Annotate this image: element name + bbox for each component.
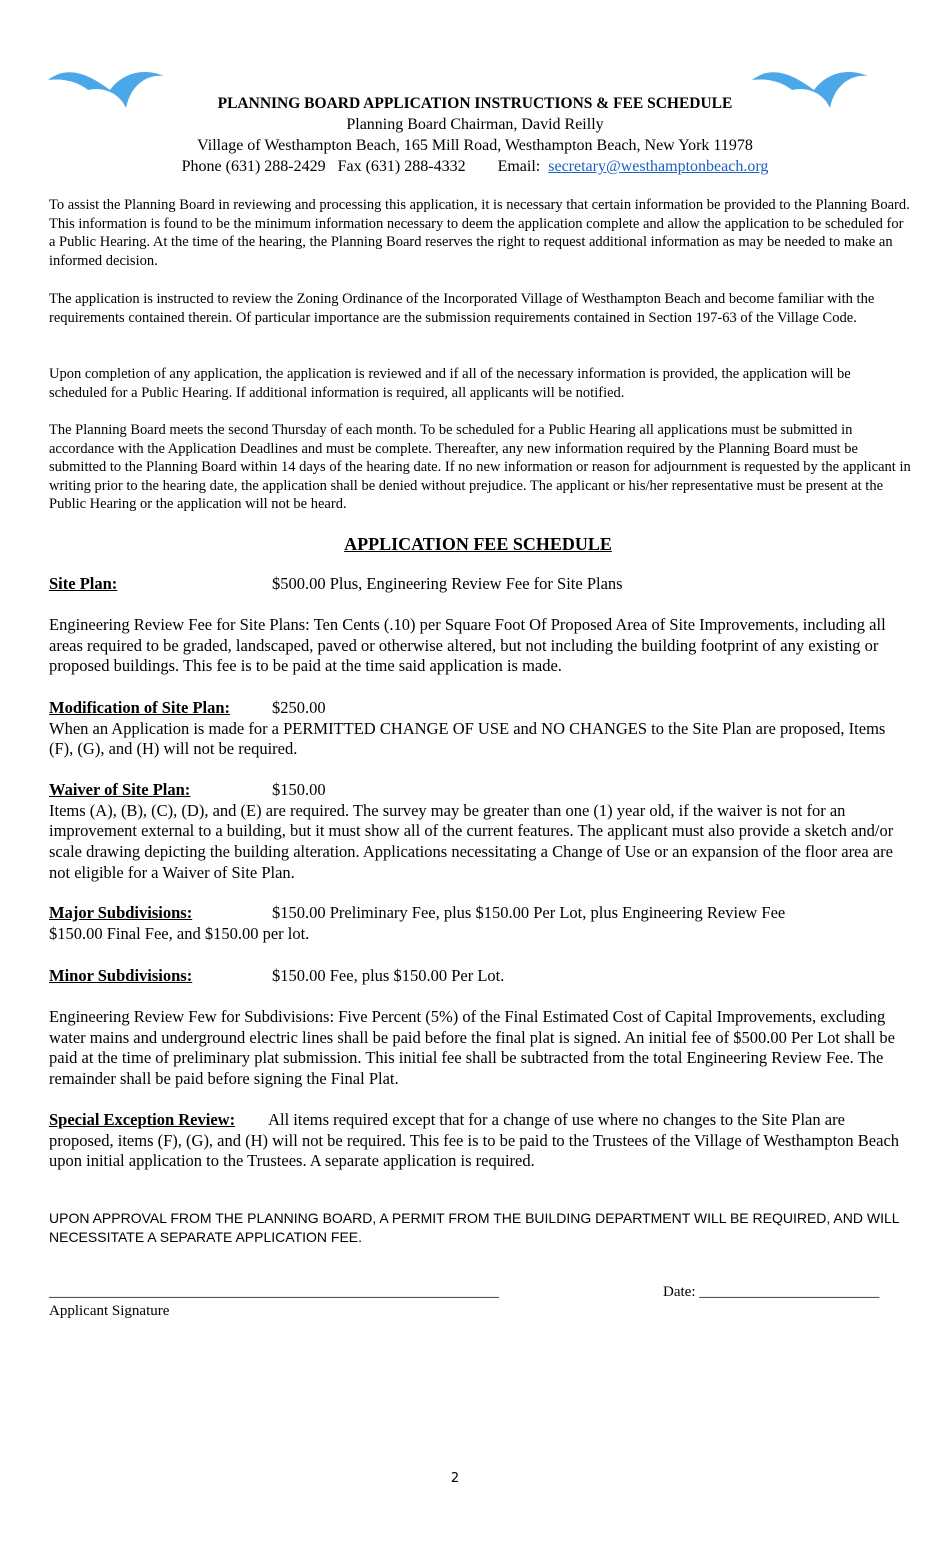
waiver-amount: $150.00 bbox=[272, 780, 326, 799]
modification-text: When an Application is made for a PERMITTED CHANGE OF USE and NO CHANGES to the Site Plan are proposed, Items (F), (G), and (H) will not be required. bbox=[49, 718, 886, 759]
signature-label: Applicant Signature bbox=[49, 1303, 170, 1319]
site-plan-fee bbox=[49, 574, 911, 595]
waiver-label: Waiver of Site Plan: bbox=[49, 780, 191, 799]
waiver-fee bbox=[49, 780, 911, 884]
minor-subdivision-fee bbox=[49, 966, 911, 987]
intro-paragraph-4: The Planning Board meets the second Thursday of each month. To be scheduled for a Public Hearing all applications must be submitted in accordance with the Application Deadlines and must be complete. Thereafter, any new information required by the Planning Board must be submitted to the Planning Board within 14 days of the hearing date. If no new information or reason for adjournment is requested by the applicant in writing prior to the hearing date, the application shall be denied without prejudice. The applicant or his/her representative must be present at the Public Hearing or the application will not be heard. bbox=[49, 422, 911, 513]
site-plan-amount: $500.00 Plus, Engineering Review Fee for Site Plans bbox=[272, 574, 623, 593]
approval-notice: UPON APPROVAL FROM THE PLANNING BOARD, A PERMIT FROM THE BUILDING DEPARTMENT WILL BE REQUIRED, AND WILL NECESSITATE A SEPARATE APPLICATION FEE. bbox=[49, 1210, 900, 1245]
modification-fee bbox=[49, 698, 911, 760]
minor-subdivision-label: Minor Subdivisions: bbox=[49, 966, 193, 985]
site-plan-engineering-fee: Engineering Review Fee for Site Plans: Ten Cents (.10) per Square Foot Of Proposed Area of Site Improvements, including all areas required to be graded, landscaped, paved or otherwise altered, but not including the building footprint of any existing or proposed buildings. This fee is to be paid at the time said application is made. bbox=[49, 615, 886, 676]
phone-number: Phone (631) 288-2429 bbox=[181, 158, 326, 175]
email-link[interactable]: secretary@westhamptonbeach.org bbox=[548, 158, 769, 175]
modification-label: Modification of Site Plan: bbox=[49, 698, 231, 717]
special-exception-label: Special Exception Review: bbox=[49, 1110, 236, 1129]
waiver-text: Items (A), (B), (C), (D), and (E) are required. The survey may be greater than one (1) year old, if the waiver is not for an improvement external to a building, but it must show all of the current features. The applicant must also provide a sketch and/or scale drawing depicting the building alteration. Applications necessitating a Change of Use or an expansion of the floor area are not eligible for a Waiver of Site Plan. bbox=[49, 800, 894, 882]
modification-amount: $250.00 bbox=[272, 698, 326, 717]
contact-line bbox=[0, 156, 950, 177]
intro-paragraph-2: The application is instructed to review the Zoning Ordinance of the Incorporated Village of Westhampton Beach and become familiar with the requirements contained therein. Of particular importance are the submission requirements contained in Section 197-63 of the Village Code. bbox=[49, 291, 875, 326]
email-label: Email: bbox=[497, 158, 541, 175]
page-number: 2 bbox=[450, 1471, 460, 1486]
special-exception-text: All items required except that for a change of use where no changes to the Site Plan are proposed, items (F), (G), and (H) will not be required. This fee is to be paid to the Trustees of the Village of Westhampton Beach upon initial application to the Trustees. A separate application is required. bbox=[49, 1110, 900, 1171]
major-subdivision-amount: $150.00 Preliminary Fee, plus $150.00 Per Lot, plus Engineering Review Fee bbox=[272, 903, 786, 922]
letterhead bbox=[0, 93, 950, 177]
intro-paragraph-3: Upon completion of any application, the application is reviewed and if all of the necessary information is provided, the application will be scheduled for a Public Hearing. If additional information is required, all applicants will be notified. bbox=[49, 366, 851, 401]
subdivision-engineering-fee: Engineering Review Few for Subdivisions: Five Percent (5%) of the Final Estimated Cost of Capital Improvements, excluding water mains and underground electric lines shall be paid before the final plat is signed. An initial fee of $500.00 Per Lot shall be paid at the time of preliminary plat submission. This initial fee shall be subtracted from the total Engineering Review Fee. The remainder shall be paid before signing the Final Plat. bbox=[49, 1007, 896, 1089]
minor-subdivision-amount: $150.00 Fee, plus $150.00 Per Lot. bbox=[272, 966, 505, 985]
fax-number: Fax (631) 288-4332 bbox=[337, 158, 466, 175]
major-subdivision-final: $150.00 Final Fee, and $150.00 per lot. bbox=[49, 923, 310, 943]
special-exception-review bbox=[49, 1110, 911, 1172]
document-title: PLANNING BOARD APPLICATION INSTRUCTIONS & FEE SCHEDULE bbox=[217, 95, 733, 112]
site-plan-label: Site Plan: bbox=[49, 574, 118, 593]
date-label: Date: bbox=[663, 1284, 696, 1300]
fee-schedule-title: APPLICATION FEE SCHEDULE bbox=[344, 534, 612, 554]
major-subdivision-label: Major Subdivisions: bbox=[49, 903, 193, 922]
chairman-line: Planning Board Chairman, David Reilly bbox=[346, 116, 604, 133]
address-line: Village of Westhampton Beach, 165 Mill Road, Westhampton Beach, New York 11978 bbox=[197, 137, 753, 154]
major-subdivision-fee bbox=[49, 903, 911, 944]
date-line[interactable]: ________________________ bbox=[699, 1284, 880, 1300]
date-field bbox=[663, 1284, 879, 1301]
signature-line[interactable]: ____________________________________________________________ bbox=[49, 1284, 499, 1300]
intro-paragraph-1: To assist the Planning Board in reviewing and processing this application, it is necessary that certain information be provided to the Planning Board. This information is found to be the minimum information necessary to deem the application complete and allow the application to be scheduled for a Public Hearing. At the time of the hearing, the Planning Board reserves the right to request additional information as may be needed to make an informed decision. bbox=[49, 197, 910, 269]
